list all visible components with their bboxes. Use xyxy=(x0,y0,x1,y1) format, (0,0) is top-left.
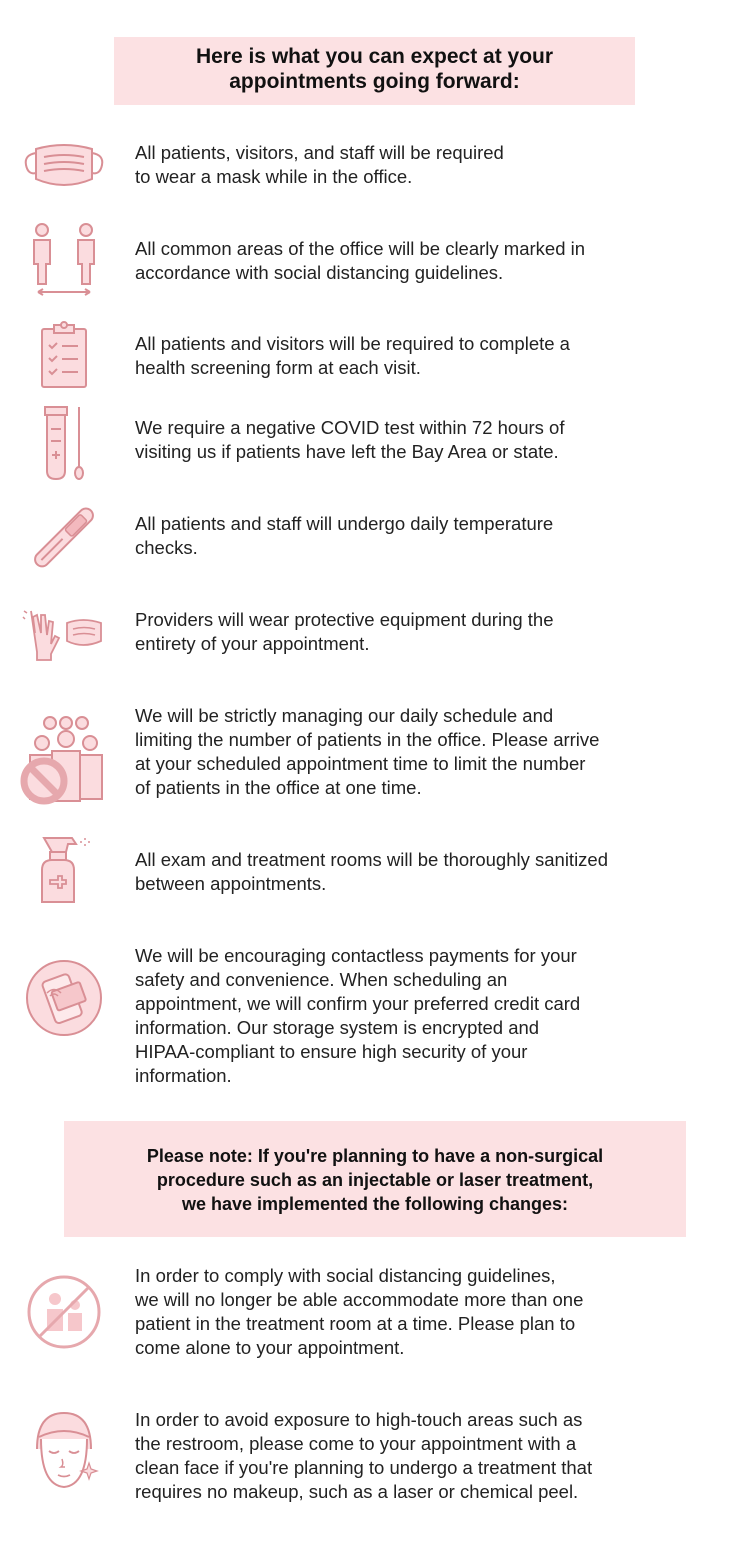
item-text xyxy=(135,944,735,1088)
item-line: entirety of your appointment. xyxy=(135,633,370,654)
item-line: checks. xyxy=(135,537,198,558)
contactless-payment-icon xyxy=(18,958,110,1038)
item-line: All common areas of the office will be clearly marked in xyxy=(135,238,586,259)
header-line: Here is what you can expect at your xyxy=(195,45,554,68)
item-text xyxy=(135,416,735,464)
header-line: appointments going forward: xyxy=(229,70,520,93)
item-line: Providers will wear protective equipment during the xyxy=(135,609,554,630)
item-line: clean face if you're planning to undergo a treatment that xyxy=(135,1457,593,1478)
item-text xyxy=(135,1264,735,1360)
item-line: All patients and visitors will be required to complete a xyxy=(135,333,570,354)
item-line: of patients in the office at one time. xyxy=(135,777,422,798)
item-line: appointment, we will confirm your preferred credit card xyxy=(135,993,581,1014)
item-line: accordance with social distancing guidelines. xyxy=(135,262,504,283)
item-text xyxy=(135,237,735,285)
mask-icon xyxy=(18,133,110,199)
item-line: patient in the treatment room at a time. Please plan to xyxy=(135,1313,576,1334)
item-line: We will be encouraging contactless payments for your xyxy=(135,945,577,966)
sanitizer-spray-icon xyxy=(18,836,110,906)
note-line: Please note: If you're planning to have a non-surgical xyxy=(146,1146,604,1166)
item-line: We require a negative COVID test within 72 hours of xyxy=(135,417,565,438)
header-banner xyxy=(114,37,635,105)
item-line: In order to comply with social distancing guidelines, xyxy=(135,1265,556,1286)
item-line: limiting the number of patients in the office. Please arrive xyxy=(135,729,600,750)
note-banner xyxy=(64,1121,686,1237)
item-line: at your scheduled appointment time to limit the number xyxy=(135,753,586,774)
item-text xyxy=(135,1408,735,1504)
clipboard-icon xyxy=(18,320,110,390)
item-line: information. Our storage system is encrypted and xyxy=(135,1017,540,1038)
item-line: we will no longer be able accommodate more than one xyxy=(135,1289,584,1310)
item-line: between appointments. xyxy=(135,873,327,894)
social-distance-icon xyxy=(18,221,110,297)
item-line: health screening form at each visit. xyxy=(135,357,421,378)
clean-face-icon xyxy=(18,1408,110,1492)
no-companion-icon xyxy=(18,1272,110,1352)
item-line: information. xyxy=(135,1065,232,1086)
note-line: procedure such as an injectable or laser treatment, xyxy=(156,1170,594,1190)
gloves-mask-icon xyxy=(18,604,110,664)
item-line: All patients and staff will undergo daily temperature xyxy=(135,513,554,534)
item-line: safety and convenience. When scheduling an xyxy=(135,969,508,990)
item-line: to wear a mask while in the office. xyxy=(135,166,413,187)
thermometer-icon xyxy=(18,500,110,572)
item-line: In order to avoid exposure to high-touch areas such as xyxy=(135,1409,583,1430)
no-crowd-icon xyxy=(18,712,110,808)
item-line: HIPAA-compliant to ensure high security of your xyxy=(135,1041,528,1062)
item-text xyxy=(135,848,735,896)
item-line: We will be strictly managing our daily schedule and xyxy=(135,705,554,726)
item-text xyxy=(135,332,735,380)
item-line: All exam and treatment rooms will be thoroughly sanitized xyxy=(135,849,609,870)
note-line: we have implemented the following changes: xyxy=(181,1194,569,1214)
item-line: visiting us if patients have left the Bay Area or state. xyxy=(135,441,559,462)
item-line: requires no makeup, such as a laser or chemical peel. xyxy=(135,1481,579,1502)
item-line: the restroom, please come to your appointment with a xyxy=(135,1433,577,1454)
item-line: come alone to your appointment. xyxy=(135,1337,405,1358)
item-text xyxy=(135,512,735,560)
item-text xyxy=(135,704,735,800)
item-text xyxy=(135,141,735,189)
test-tube-swab-icon xyxy=(18,404,110,482)
item-line: All patients, visitors, and staff will be required xyxy=(135,142,504,163)
item-text xyxy=(135,608,735,656)
